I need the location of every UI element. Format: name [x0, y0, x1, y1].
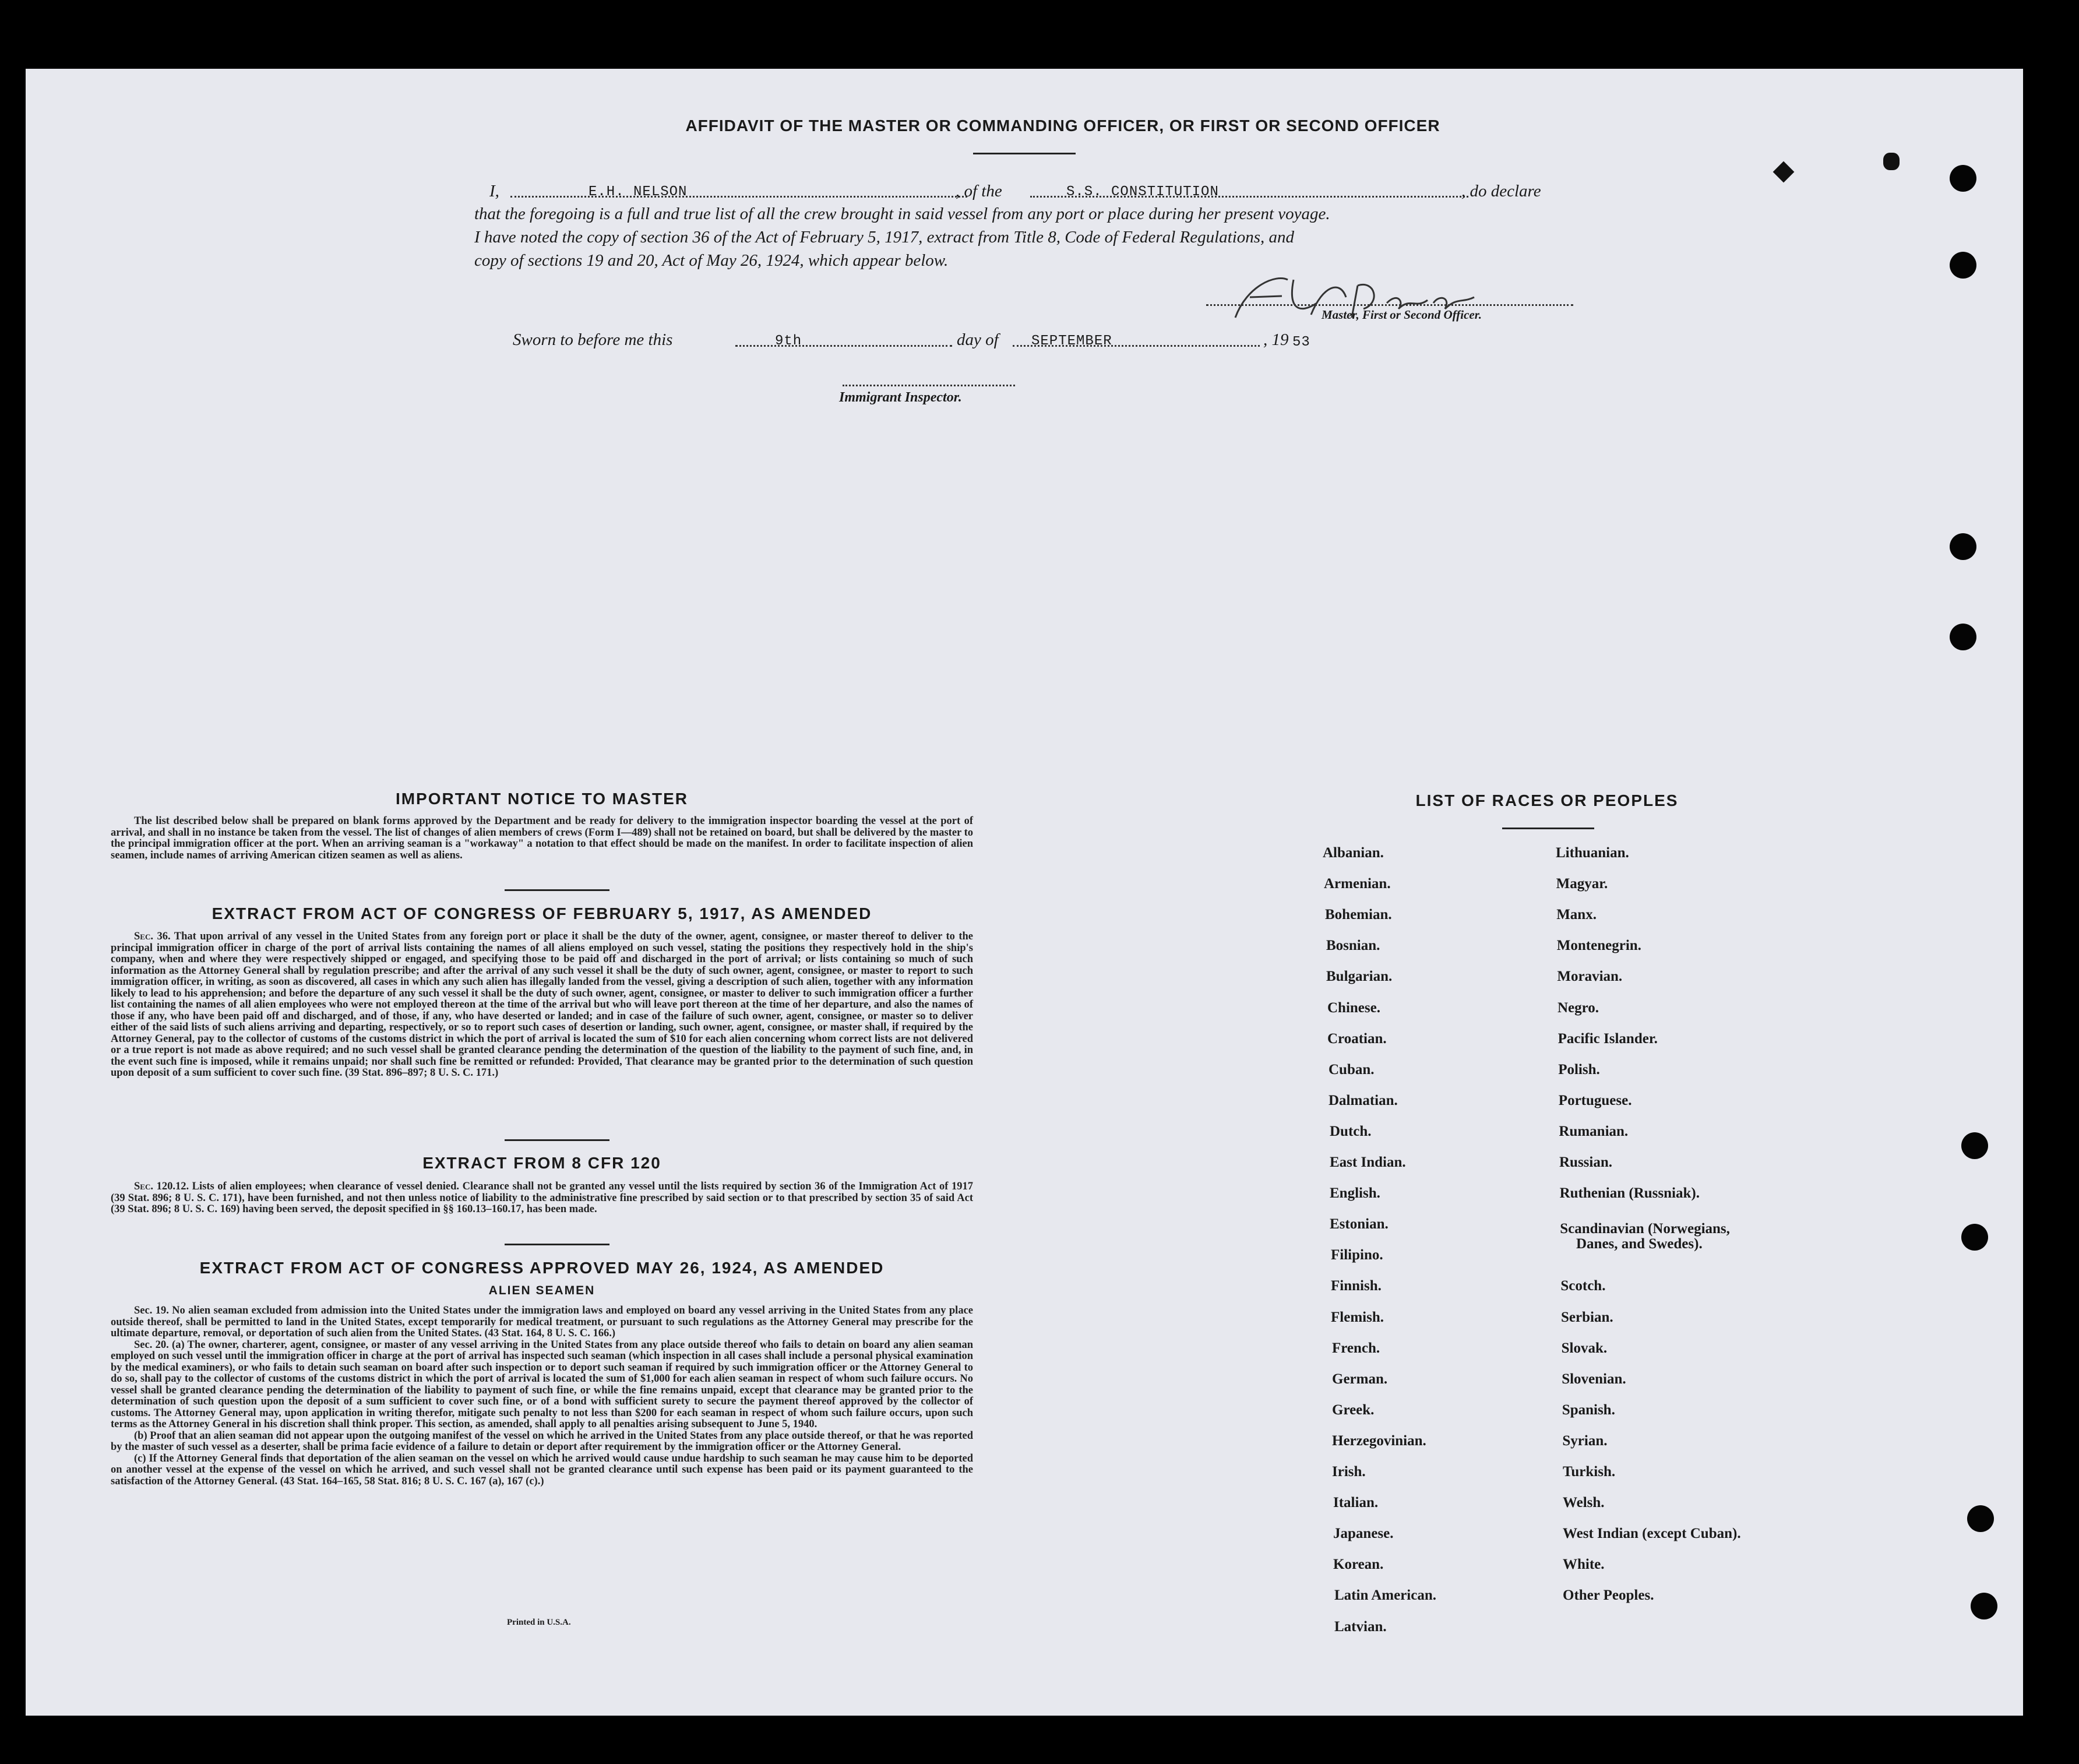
race-item: Serbian. [1561, 1309, 1613, 1325]
race-item: French. [1332, 1340, 1380, 1356]
section-36-text: That upon arrival of any vessel in the United States from any foreign port or place it shall be the duty of the owner, agent, consignee, or master thereof to deliver to the principal immigration officer in charge of the port of arrival lists containing the names of all aliens employed on such vessel, stating the positions they respectively hold in the ship's company, when and where they were respectively shipped or engaged, and specifying those to be paid off and discharged in the port of arrival; or lists containing so much of such information as the Attorney General shall by regulation prescribe; and after the arrival of any such vessel it shall be the duty of such owner, agent, consignee, or master to report to such immigration officer, in writing, as soon as discovered, all cases in which any such alien has illegally landed from the vessel, giving a description of such alien, together with any information likely to lead to his apprehension; and before the departure of any such vessel it shall be the duty of such owner, agent, consignee, or master to deliver to such immigration officer a further list containing the names of all alien employees who were not employed thereon at the time of the arrival but who will leave port thereon at the time of her departure, and also the names of those if any, who have been paid off and discharged, and of those, if any, who have deserted or landed; and in case of the failure of such owner, agent, consignee, or master so to deliver either of the said lists of such aliens arriving and departing, respectively, or so to report such cases of desertion or landing, such owner, agent, consignee, or master shall, if required by the Attorney General, pay to the collector of customs of the customs district in which the port of arrival is located the sum of $10 for each alien concerning whom correct lists are not delivered or a true report is not made as above required; and no such vessel shall be granted clearance pending the determination of the question of the liability to the payment of such fine, and, in the event such fine is imposed, while it remains unpaid; nor shall such fine be remitted or refunded: Provided, That clearance may be granted prior to the determination of such question upon deposit of a sum sufficient to cover such fine. (39 Stat. 896–897; 8 U. S. C. 171.) [111, 931, 974, 1079]
race-item: Armenian. [1324, 876, 1391, 892]
race-item: Polish. [1558, 1061, 1600, 1078]
extract-1924-text [111, 1305, 973, 1487]
race-item: Filipino. [1331, 1247, 1383, 1263]
affidavit-line-4: copy of sections 19 and 20, Act of May 26, 1924, which appear below. [474, 251, 949, 270]
section-label: Sec. 120.12. [134, 1181, 189, 1192]
punch-hole [1950, 624, 1976, 650]
race-item: English. [1330, 1185, 1380, 1202]
section-120-text: Lists of alien employees; when clearance of vessel denied. Clearance shall not be granted any vessel until the lists required by section 36 of the Immigration Act of 1917 (39 Stat. 896; 8 U. S. C. 171), have been furnished, and not then unless notice of liability to the administrative fine prescribed by said section or to that prescribed by section 35 of said Act (39 Stat. 896; 8 U. S. C. 169) having been served, the deposit specified in §§ 160.13–160.17, has been made. [111, 1181, 973, 1215]
printed-in-usa: Printed in U.S.A. [507, 1618, 571, 1627]
race-item: Irish. [1332, 1464, 1366, 1480]
affidavit-line-2: that the foregoing is a full and true list of all the crew brought in said vessel from any port or place during her present voyage. [474, 205, 1330, 223]
affidavit-line-3: I have noted the copy of section 36 of the Act of February 5, 1917, extract from Title 8, Code of Federal Regulations, and [474, 228, 1295, 247]
section-20c-text: (c) If the Attorney General finds that deportation of the alien seaman on the vessel on which he arrived would cause undue hardship to such seaman he may cause him to be deported on another vessel at the expense of the vessel on which he arrived, and such vessel shall not be granted clearance until such expense has been paid or its payment guaranteed to the satisfaction of the Attorney General. (43 Stat. 164–165, 58 Stat. 816; 8 U. S. C. 167 (a), 167 (c).) [111, 1452, 973, 1487]
extract-cfr-text [111, 1181, 973, 1216]
master-name: E.H. NELSON [589, 184, 688, 200]
punch-hole [1961, 1224, 1988, 1251]
race-item: Ruthenian (Russniak). [1559, 1185, 1700, 1202]
race-item: Chinese. [1327, 999, 1380, 1016]
race-item: Slovenian. [1562, 1371, 1626, 1387]
race-item: German. [1332, 1371, 1388, 1387]
race-item: East Indian. [1330, 1154, 1406, 1170]
race-item: Latvian. [1334, 1618, 1387, 1635]
race-item: Greek. [1332, 1402, 1375, 1418]
divider [505, 889, 609, 891]
race-item: Estonian. [1330, 1216, 1389, 1233]
race-item: Japanese. [1333, 1526, 1394, 1542]
notice-title: IMPORTANT NOTICE TO MASTER [395, 790, 689, 808]
race-item: Rumanian. [1559, 1123, 1629, 1139]
sworn-month: SEPTEMBER [1031, 333, 1112, 349]
race-item: Finnish. [1331, 1278, 1382, 1294]
race-item: Scotch. [1560, 1278, 1606, 1294]
section-20b-text: (b) Proof that an alien seaman did not appear upon the outgoing manifest of the vessel on which he arrived in the United States from any place outside thereof, or that he was reported by the master of such vessel as a deserter, shall be prima facie evidence of a failure to detain or deport after requirement by the immigration officer or the Attorney General. [111, 1429, 973, 1453]
race-item: Italian. [1333, 1495, 1379, 1511]
day-line [735, 345, 952, 347]
divider [1502, 828, 1594, 829]
race-item: Portuguese. [1558, 1092, 1632, 1108]
race-item: Russian. [1559, 1154, 1613, 1170]
master-officer-label: Master, First or Second Officer. [1322, 308, 1482, 322]
race-item: Slovak. [1561, 1340, 1608, 1356]
notice-text [111, 816, 973, 861]
punch-hole [1950, 252, 1976, 279]
sworn-day: 9th [775, 333, 802, 349]
race-item: Albanian. [1323, 845, 1384, 861]
race-item: Danes, and Swedes). [1576, 1236, 1703, 1252]
notice-paragraph: The list described below shall be prepared on blank forms approved by the Department and be ready for delivery to the immigration inspector boarding the vessel at the port of arrival, and shall in no instance be taken from the vessel. The list of changes of alien members of crews (Form I—489) shall not be retained on board, but shall be delivered by the master to the principal immigration officer at the port. When an arriving seaman is a "workaway" a notation to that effect should be made on the manifest. In order to facilitate inspection of alien seamen, include names of arriving American citizen seamen as well as aliens. [111, 815, 973, 861]
race-item: Other Peoples. [1563, 1587, 1654, 1604]
section-19-text: Sec. 19. No alien seaman excluded from admission into the United States under the immigration laws and employed on board any vessel arriving in the United States from any place outside thereof, shall be permitted to land in the United States, except temporarily for medical treatment, or pursuant to such regulations as the Attorney General may prescribe for the ultimate departure, removal, or deportation of such alien from the United States. (43 Stat. 164, 8 U. S. C. 166.) [111, 1305, 973, 1339]
race-item: Montenegrin. [1556, 938, 1641, 954]
races-title: LIST OF RACES OR PEOPLES [1415, 791, 1679, 809]
race-item: Bohemian. [1325, 907, 1392, 923]
alien-seamen-subtitle: ALIEN SEAMEN [488, 1284, 595, 1297]
section-20a-text: Sec. 20. (a) The owner, charterer, agent, consignee, or master of any vessel arriving in the United States from any place outside thereof who fails to detain on board any alien seaman employed on such vessel until the immigration officer in charge at the port of arrival has inspected such seaman (which inspection in all cases shall include a personal physical examination by the medical examiners), or who fails to detain such seaman on board after such inspection or to deport such seaman if required by such immigration officer or the Attorney General to do so, shall pay to the collector of customs of the customs district in which the port of arrival is located the sum of $1,000 for each alien seaman in respect of whom such failure occurs. No vessel shall be granted clearance pending the determination of the liability to payment of such fine, or while the fine remains unpaid, except that clearance may be granted prior to the determination of such question upon the deposit of a sum sufficient to cover such fine, or of a bond with sufficient surety to secure the payment thereof approved by the collector of customs. The Attorney General may, upon application in writing therefor, mitigate such penalty to not less than $200 for each seaman in respect of whom such failure occurs, upon such terms as the Attorney General in his discretion shall think proper. This section, as amended, shall apply to all penalties arising subsequent to June 5, 1940. [111, 1339, 973, 1430]
divider [505, 1244, 609, 1245]
race-item: Negro. [1558, 999, 1599, 1016]
race-item: Flemish. [1331, 1309, 1384, 1325]
punch-hole [1950, 165, 1976, 192]
race-item: Magyar. [1556, 876, 1608, 892]
punch-hole [1971, 1593, 1997, 1619]
race-item: Turkish. [1563, 1464, 1616, 1480]
race-item: Scandinavian (Norwegians, [1560, 1221, 1730, 1237]
extract-1917-title: EXTRACT FROM ACT OF CONGRESS OF FEBRUARY 5, 1917, AS AMENDED [212, 904, 872, 923]
extract-1924-title: EXTRACT FROM ACT OF CONGRESS APPROVED MAY 26, 1924, AS AMENDED [199, 1259, 885, 1277]
vessel-name: S.S. CONSTITUTION [1066, 184, 1219, 200]
extract-1917-text [111, 931, 973, 1079]
name-line [510, 196, 967, 198]
race-item: White. [1563, 1557, 1605, 1573]
sworn-year: 53 [1292, 335, 1310, 350]
race-item: Bosnian. [1326, 938, 1380, 954]
inspector-label: Immigrant Inspector. [839, 390, 962, 405]
year-prefix: , 19 [1263, 330, 1289, 349]
extract-cfr-title: EXTRACT FROM 8 CFR 120 [422, 1154, 661, 1172]
day-of-label: day of [957, 330, 999, 349]
race-item: Bulgarian. [1326, 969, 1393, 985]
race-item: Cuban. [1329, 1061, 1375, 1078]
title-divider [973, 153, 1076, 154]
do-declare-label: , do declare [1461, 182, 1541, 200]
race-item: Dutch. [1330, 1123, 1372, 1139]
punch-hole [1967, 1505, 1994, 1532]
punch-hole [1961, 1132, 1988, 1159]
race-item: Korean. [1333, 1557, 1384, 1573]
race-item: Dalmatian. [1329, 1092, 1398, 1108]
race-item: Herzegovinian. [1332, 1432, 1426, 1449]
affidavit-title: AFFIDAVIT OF THE MASTER OR COMMANDING OFFICER, OR FIRST OR SECOND OFFICER [685, 117, 1440, 135]
of-the-label: , of the [956, 182, 1002, 200]
race-item: West Indian (except Cuban). [1563, 1526, 1741, 1542]
race-item: Lithuanian. [1556, 845, 1629, 861]
sworn-label: Sworn to before me this [513, 330, 673, 349]
race-item: Latin American. [1334, 1587, 1436, 1604]
race-item: Moravian. [1557, 969, 1623, 985]
ink-mark [1883, 153, 1900, 170]
race-item: Pacific Islander. [1558, 1030, 1658, 1047]
punch-hole [1950, 533, 1976, 560]
race-item: Croatian. [1327, 1030, 1387, 1047]
section-label: Sec. 36. [134, 931, 171, 942]
race-item: Welsh. [1563, 1495, 1605, 1511]
race-item: Spanish. [1562, 1402, 1615, 1418]
affidavit-i-label: I, [489, 182, 499, 200]
race-item: Manx. [1556, 907, 1597, 923]
race-item: Syrian. [1562, 1432, 1608, 1449]
divider [505, 1139, 609, 1141]
